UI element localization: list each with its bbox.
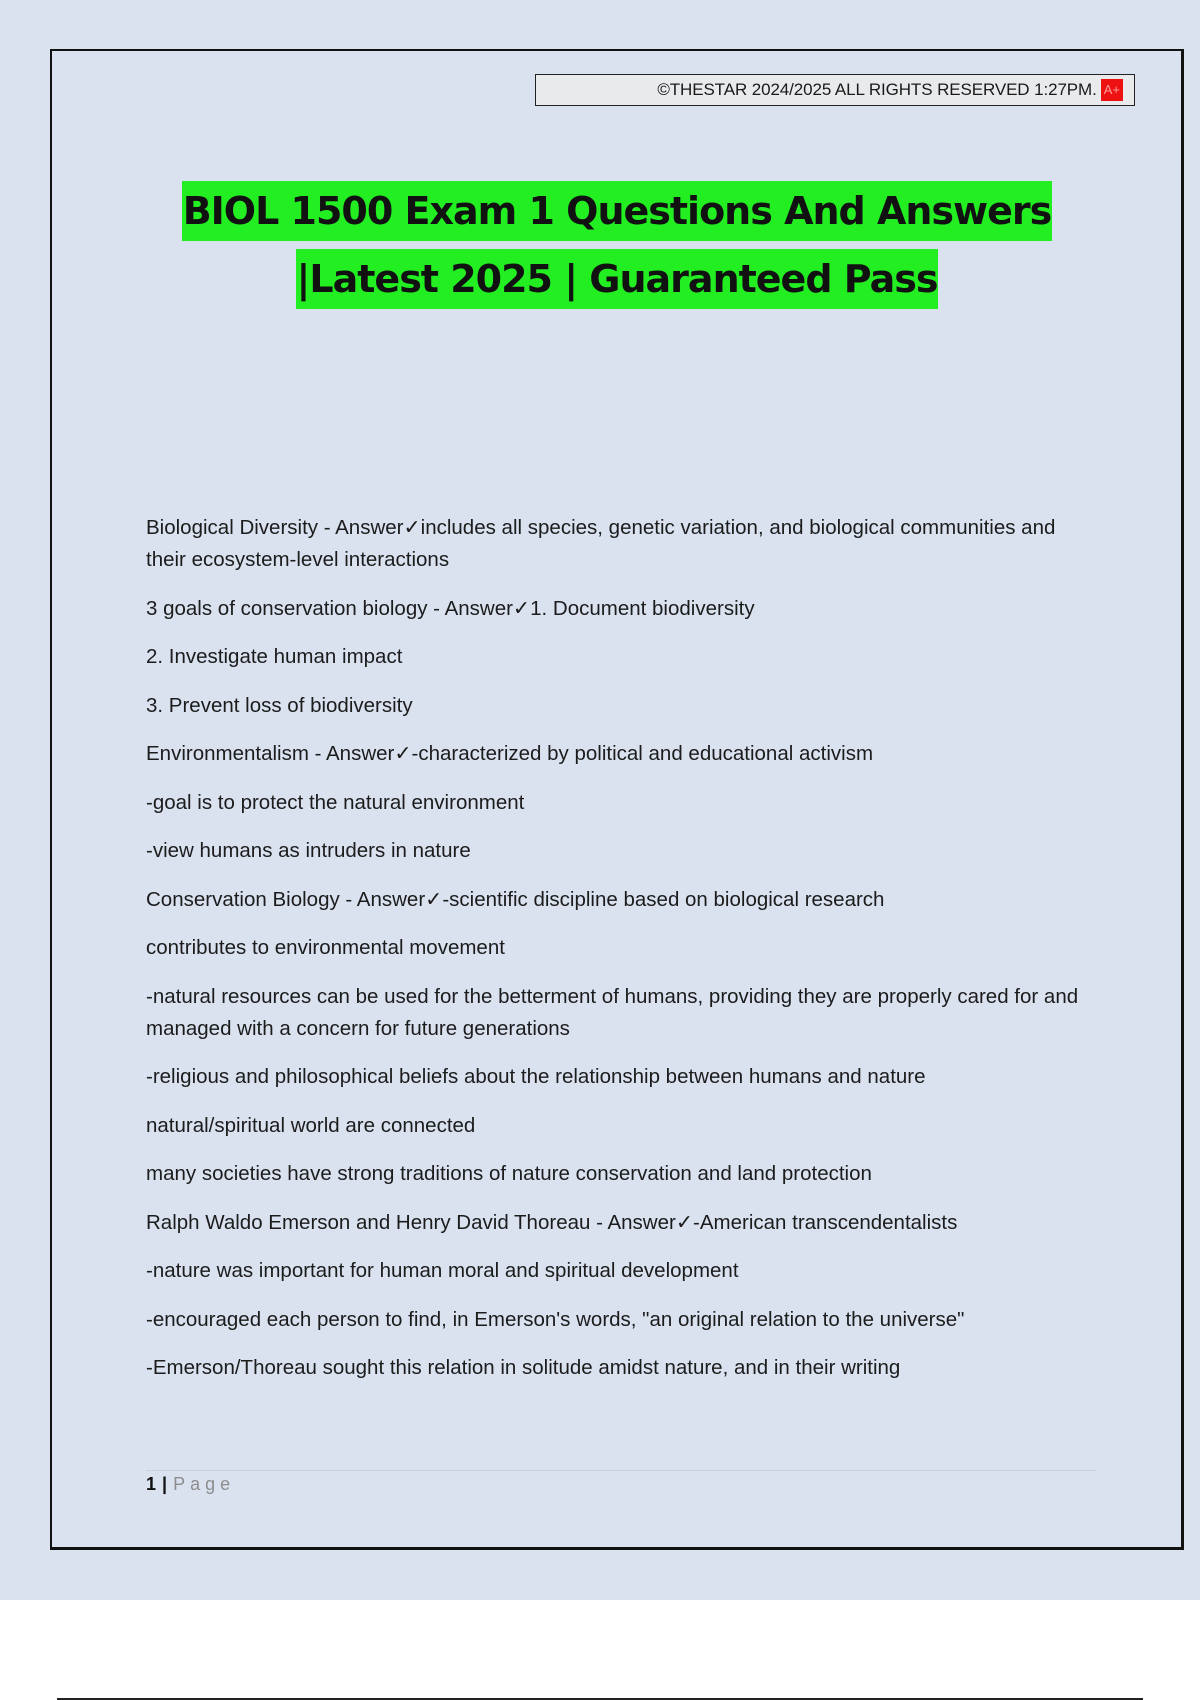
grade-badge: A+ (1101, 79, 1123, 101)
document-title (50, 181, 1184, 309)
paragraph: natural/spiritual world are connected (146, 1113, 476, 1137)
document-body (146, 512, 1096, 1401)
paragraph: Biological Diversity - Answer✓includes all species, genetic variation, and biological communities and their ecosystem-level interactions (146, 516, 1056, 571)
footer-separator: | (162, 1474, 168, 1494)
title-line-2: |Latest 2025 | Guaranteed Pass (296, 249, 939, 309)
paragraph: -goal is to protect the natural environment (146, 790, 525, 814)
page-label: Page (173, 1474, 236, 1494)
footer-divider (146, 1470, 1096, 1471)
paragraph: -view humans as intruders in nature (146, 839, 471, 862)
page-footer (146, 1474, 235, 1495)
title-line-1: BIOL 1500 Exam 1 Questions And Answers (182, 181, 1053, 241)
paragraph: -encouraged each person to find, in Emerson's words, "an original relation to the universe" (146, 1307, 965, 1331)
paragraph: -Emerson/Thoreau sought this relation in solitude amidst nature, and in their writing (146, 1356, 901, 1379)
copyright-text: ©THESTAR 2024/2025 ALL RIGHTS RESERVED 1:27PM. (657, 80, 1097, 99)
page-number: 1 (146, 1474, 157, 1494)
paragraph: 2. Investigate human impact (146, 645, 403, 668)
paragraph: -natural resources can be used for the betterment of humans, providing they are properly cared for and managed with a concern for future generations (146, 984, 1079, 1040)
paragraph: Ralph Waldo Emerson and Henry David Thoreau - Answer✓-American transcendentalists (146, 1210, 958, 1234)
paragraph: Conservation Biology - Answer✓-scientific discipline based on biological research (146, 887, 885, 911)
paragraph: -nature was important for human moral and spiritual development (146, 1259, 739, 1282)
paragraph: Environmentalism - Answer✓-characterized by political and educational activism (146, 742, 874, 765)
paragraph: 3. Prevent loss of biodiversity (146, 693, 413, 717)
paragraph: contributes to environmental movement (146, 936, 505, 959)
paragraph: -religious and philosophical beliefs about the relationship between humans and nature (146, 1065, 926, 1088)
paragraph: 3 goals of conservation biology - Answer✓1. Document biodiversity (146, 596, 755, 620)
paragraph: many societies have strong traditions of nature conservation and land protection (146, 1162, 872, 1185)
copyright-header (535, 74, 1135, 106)
